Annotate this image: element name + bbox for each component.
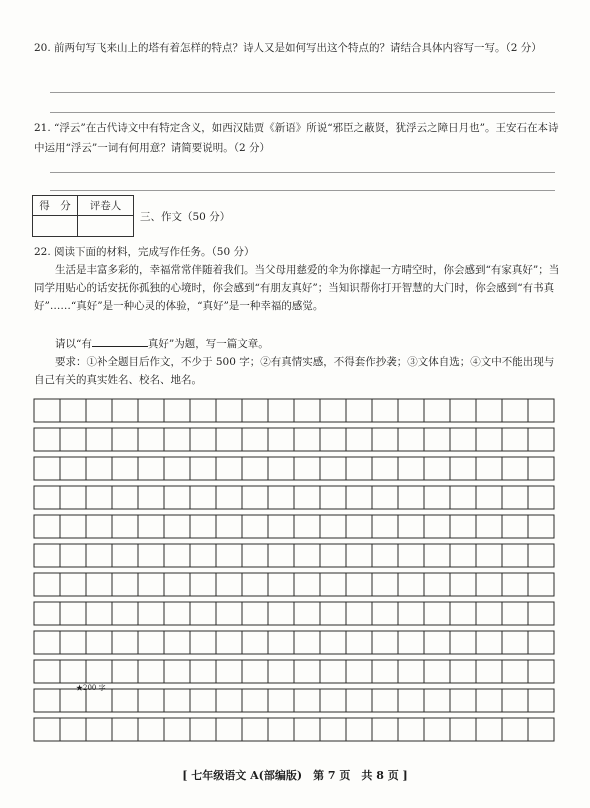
question-21: 21. “浮云”在古代诗文中有特定含义，如西汉陆贾《新语》所说“邪臣之蔽贤，犹浮云之障日月也”。王安石在本诗中运用“浮云”一词有何用意？请简要说明。（2 分） — [34, 122, 559, 154]
score-cell[interactable] — [33, 216, 78, 236]
score-label: 得 分 — [33, 196, 78, 216]
page-footer: [ 七年级语文 A(部编版) 第 7 页 共 8 页 ] — [182, 769, 408, 782]
question-22-intro: 22. 阅读下面的材料，完成写作任务。（50 分） — [34, 246, 255, 258]
grader-cell[interactable] — [78, 216, 133, 236]
answer-line[interactable] — [50, 172, 555, 173]
word-count-marker: ★200 字 — [76, 684, 106, 692]
requirements-text: 要求：①补全题目后作文，不少于 500 字；②有真情实感，不得套作抄袭；③文体自选；④文中不能出现与自己有关的真实姓名、校名、地名。 — [34, 356, 555, 386]
prompt-after: 真好”为题，写一篇文章。 — [147, 338, 269, 350]
answer-line[interactable] — [50, 112, 555, 113]
answer-line[interactable] — [50, 92, 555, 93]
grader-label: 评卷人 — [78, 196, 133, 216]
writing-prompt — [34, 335, 564, 353]
answer-line[interactable] — [50, 190, 555, 191]
material-text: 生活是丰富多彩的，幸福常常伴随着我们。当父母用慈爱的伞为你撑起一方晴空时，你会感到“有家真好”；当同学用贴心的话安抚你孤独的心境时，你会感到“有朋友真好”；当知识帮你打开智慧的大门时，你会感到“有书真好”……“真好”是一种心灵的体验，“真好”是一种幸福的感觉。 — [34, 264, 560, 312]
prompt-before: 请以“有 — [55, 338, 92, 350]
score-box — [32, 195, 134, 237]
composition-grid[interactable] — [32, 397, 556, 745]
question-20: 20. 前两句写飞来山上的塔有着怎样的特点？诗人又是如何写出这个特点的？请结合具体内容写一写。（2 分） — [34, 42, 542, 54]
title-blank[interactable] — [92, 336, 148, 347]
section-title: 三、作文（50 分） — [140, 211, 231, 223]
